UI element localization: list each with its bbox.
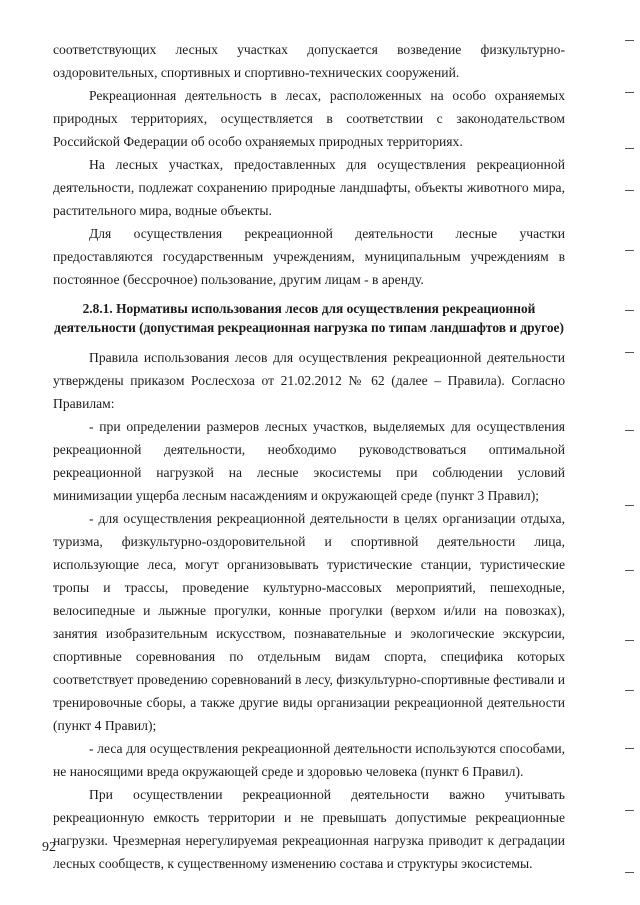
scan-mark: [625, 40, 634, 41]
scan-mark: [625, 640, 634, 641]
scan-mark: [625, 92, 634, 93]
scan-mark: [625, 748, 634, 749]
scan-mark: [625, 310, 634, 311]
paragraph-preservation: На лесных участках, предоставленных для осуществления рекреационной деятельности, подлежат сохранению природные ландшафты, объекты животного мира, растительного мира, водные объекты.: [53, 157, 565, 218]
page-number: 92: [42, 840, 56, 855]
scan-mark: [625, 690, 634, 691]
paragraph-protected-territories: Рекреационная деятельность в лесах, расположенных на особо охраняемых природных территориях, осуществляется в соответствии с законодательством Российской Федерации об особо охраняемых природных территориях.: [53, 88, 565, 149]
scan-mark: [625, 190, 634, 191]
section-heading: 2.8.1. Нормативы использования лесов для осуществления рекреационной деятельности (допустимая рекреационная нагрузка по типам ландшафтов и другое): [54, 301, 564, 335]
scan-mark: [625, 250, 634, 251]
top-text-block: [53, 38, 565, 291]
list-item-rule-4: - для осуществления рекреационной деятельности в целях организации отдыха, туризма, физкультурно-оздоровительной и спортивной деятельности лица, использующие леса, могут организовывать туристические станции, туристические тропы и трассы, проведение культурно-массовых мероприятий, пешеходные, велосипедные и лыжные прогулки, конные прогулки (верхом и/или на повозках), занятия изобразительным искусством, познавательные и экологические экскурсии, спортивные соревнования по отдельным видам спорта, специфика которых соответствует проведению соревнований в лесу, физкультурно-спортивные фестивали и тренировочные сборы, а также другие виды организации рекреационной деятельности (пункт 4 Правил);: [53, 511, 565, 733]
scan-mark: [625, 430, 634, 431]
scan-mark: [625, 505, 634, 506]
scan-mark: [625, 148, 634, 149]
paragraph-lease: Для осуществления рекреационной деятельности лесные участки предоставляются государственным учреждениям, муниципальным учреждениям в постоянное (бессрочное) пользование, другим лицам - в аренду.: [53, 226, 565, 287]
paragraph-rules-intro: Правила использования лесов для осуществления рекреационной деятельности утверждены приказом Рослесхоза от 21.02.2012 № 62 (далее – Правила). Согласно Правилам:: [53, 350, 565, 411]
list-item-rule-3: - при определении размеров лесных участков, выделяемых для осуществления рекреационной деятельности, необходимо руководствоваться оптимальной рекреационной нагрузкой на лесные экосистемы при соблюдении условий минимизации ущерба лесным насаждениям и окружающей среде (пункт 3 Правил);: [53, 419, 565, 503]
scan-mark: [625, 810, 634, 811]
scan-mark: [625, 872, 634, 873]
scan-mark: [625, 570, 634, 571]
body-text-block: [53, 346, 565, 875]
scan-mark: [625, 352, 634, 353]
scan-margin-marks: [616, 0, 640, 905]
paragraph-recreational-capacity: При осуществлении рекреационной деятельности важно учитывать рекреационную емкость территории и не превышать допустимые рекреационные нагрузки. Чрезмерная нерегулируемая рекреационная нагрузка приводит к деградации лесных сообществ, к существенному изменению состава и структуры экосистемы.: [53, 787, 565, 871]
list-item-rule-6: - леса для осуществления рекреационной деятельности используются способами, не наносящими вреда окружающей среде и здоровью человека (пункт 6 Правил).: [53, 741, 565, 779]
paragraph-continuation: соответствующих лесных участках допускается возведение физкультурно-оздоровительных, спортивных и спортивно-технических сооружений.: [53, 42, 565, 80]
